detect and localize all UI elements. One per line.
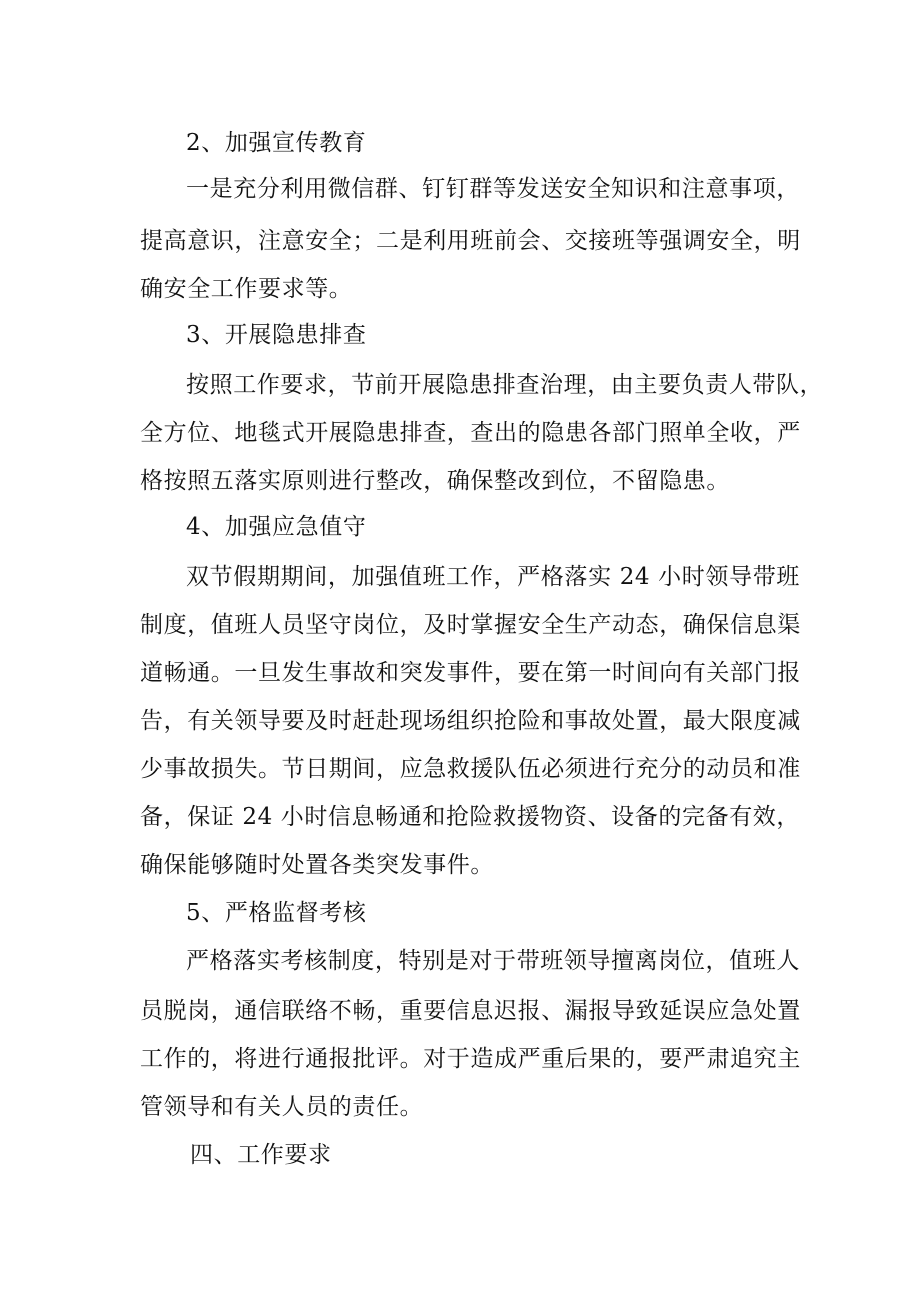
paragraph-line: 格按照五落实原则进行整改，确保整改到位，不留隐患。 [140,468,730,494]
section-heading: 5、严格监督考核 [186,900,367,926]
paragraph-line: 道畅通。一旦发生事故和突发事件，要在第一时间向有关部门报 [140,660,801,686]
section-heading: 4、加强应急值守 [186,514,367,540]
paragraph-line: 一是充分利用微信群、钉钉群等发送安全知识和注意事项， [186,176,800,202]
paragraph-line: 工作的，将进行通报批评。对于造成严重后果的，要严肃追究主 [140,1046,801,1072]
paragraph-line: 严格落实考核制度，特别是对于带班领导擅离岗位，值班人 [186,948,800,974]
paragraph-line: 按照工作要求，节前开展隐患排查治理，由主要负责人带队， [186,372,824,398]
chapter-heading: 四、工作要求 [190,1142,332,1168]
paragraph-line: 员脱岗，通信联络不畅，重要信息迟报、漏报导致延误应急处置 [140,998,801,1024]
paragraph-line: 告，有关领导要及时赶赴现场组织抢险和事故处置，最大限度减 [140,708,801,734]
paragraph-line: 确安全工作要求等。 [140,276,353,302]
paragraph-line: 双节假期期间，加强值班工作，严格落实 24 小时领导带班 [186,564,800,590]
section-heading: 3、开展隐患排查 [186,322,367,348]
paragraph-line: 少事故损失。节日期间，应急救援队伍必须进行充分的动员和准 [140,756,801,782]
paragraph-line: 全方位、地毯式开展隐患排查，查出的隐患各部门照单全收，严 [140,420,801,446]
paragraph-line: 制度，值班人员坚守岗位，及时掌握安全生产动态，确保信息渠 [140,612,801,638]
paragraph-line: 备，保证 24 小时信息畅通和抢险救援物资、设备的完备有效， [140,804,800,830]
paragraph-line: 管领导和有关人员的责任。 [140,1094,424,1120]
paragraph-line: 确保能够随时处置各类突发事件。 [140,852,494,878]
paragraph-line: 提高意识，注意安全；二是利用班前会、交接班等强调安全，明 [140,228,801,254]
section-heading: 2、加强宣传教育 [186,130,367,156]
